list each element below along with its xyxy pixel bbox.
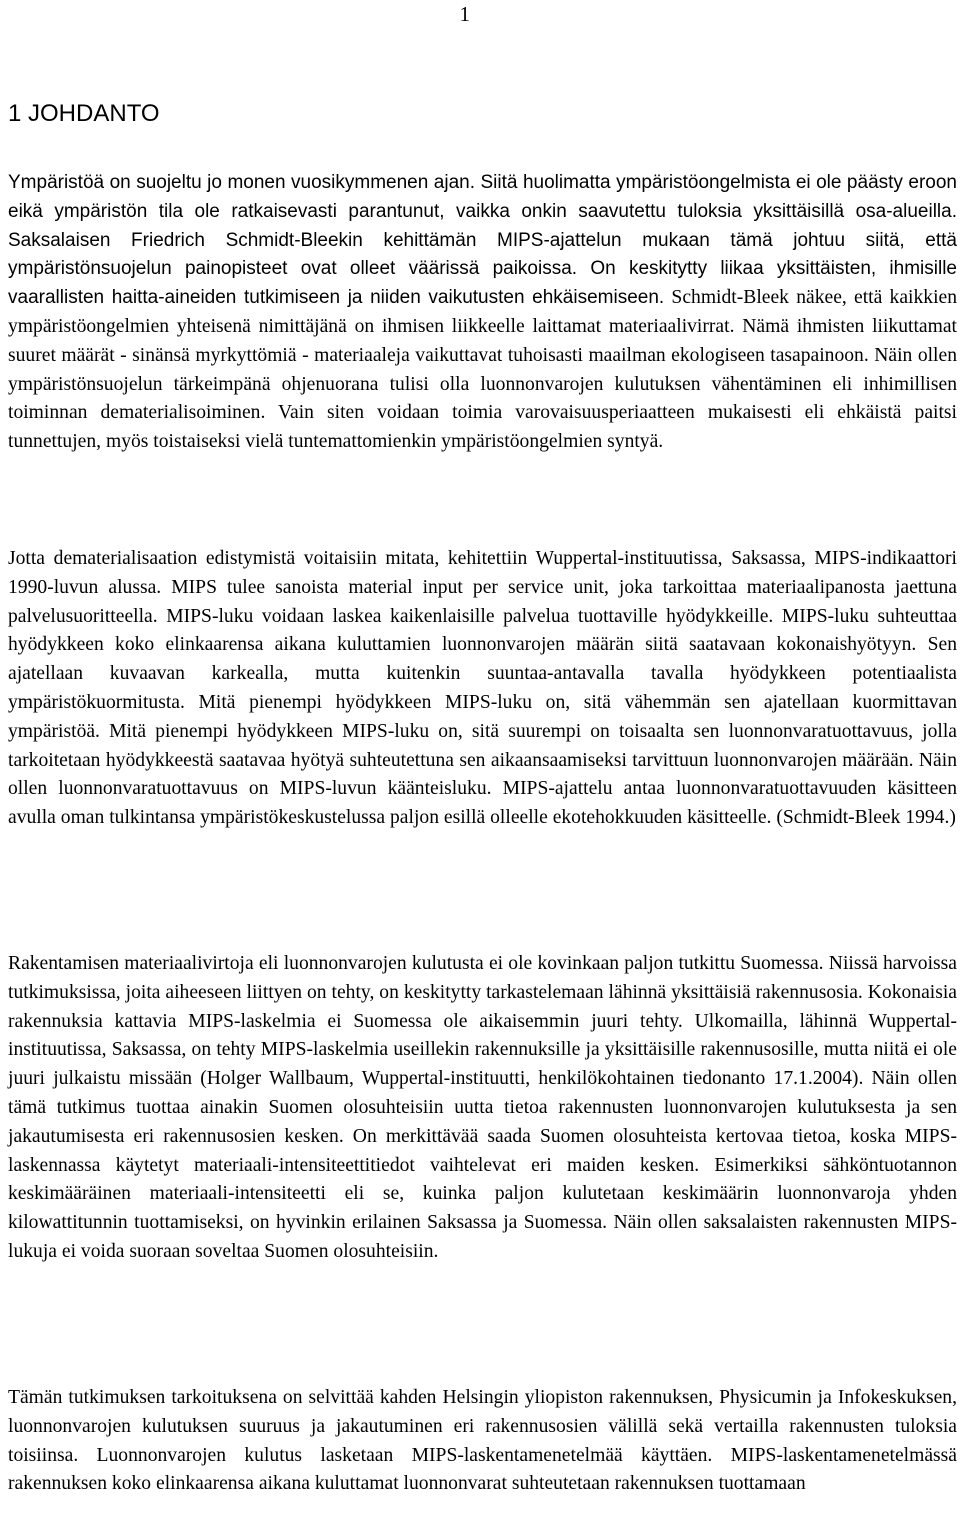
paragraph-1-part-serif: Schmidt-Bleek näkee, että kaikkien ympäristöongelmien yhteisenä nimittäjänä on ihmisen liikkeelle laittamat materiaalivirrat. Nämä ihmisten liikuttamat suuret määrät - sinänsä myrkyttömiä - materiaaleja vaikuttavat tuhoisasti maailman ekologiseen tasapainoon. Näin ollen ympäristönsuojelun tärkeimpänä ohjenuorana tulisi olla luonnonvarojen kulutuksen vähentäminen eli inhimillisen toiminnan dematerialisoiminen. Vain siten voidaan toimia varovaisuusperiaatteen mukaisesti eli ehkäistä paitsi tunnettujen, myös toistaiseksi vielä tuntemattomienkin ympäristöongelmien syntyä. — [8, 287, 958, 453]
section-heading: 1 JOHDANTO — [8, 100, 160, 127]
page-number: 1 — [459, 2, 470, 26]
paragraph-1-part-sans: Ympäristöä on suojeltu jo monen vuosikymmenen ajan. Siitä huolimatta ympäristöongelmista ei ole päästy eroon eikä ympäristön tila ole ratkaisevasti parantunut, vaikka onkin saavutettu tuloksia yksittäisillä osa-alueilla. Saksalaisen Friedrich Schmidt-Bleekin kehittämän MIPS-ajattelun mukaan tämä johtuu siitä, että ympäristönsuojelun painopisteet ovat olleet väärissä paikoissa. On keskitytty liikaa yksittäisten, ihmisille vaarallisten haitta-aineiden tutkimiseen ja niiden vaikutusten ehkäisemiseen. — [8, 172, 957, 309]
paragraph-2: Jotta dematerialisaation edistymistä voitaisiin mitata, kehitettiin Wuppertal-instituutissa, Saksassa, MIPS-indikaattori 1990-luvun alussa. MIPS tulee sanoista material input per service unit, joka tarkoittaa materiaalipanosta jaettuna palvelusuoritteella. MIPS-luku voidaan laskea kaikenlaisille palvelua tuottaville hyödykkeille. MIPS-luku suhteuttaa hyödykkeen koko elinkaarensa aikana kuluttamien luonnonvarojen määrän siitä saatavaan kokonaishyötyyn. Sen ajatellaan kuvaavan karkealla, mutta kuitenkin suuntaa-antavalla tavalla hyödykkeen potentiaalista ympäristökuormitusta. Mitä pienempi hyödykkeen MIPS-luku on, sitä vähemmän sen ajatellaan kuormittavan ympäristöä. Mitä pienempi hyödykkeen MIPS-luku on, sitä suurempi on toisaalta sen luonnonvaratuottavuus, jolla tarkoitetaan hyödykkeestä saatavaa hyötyä suhteutettuna sen aikaansaamiseksi tarvittuun luonnonvarojen määrään. Näin ollen luonnonvaratuottavuus on MIPS-luvun käänteisluku. MIPS-ajattelu antaa luonnonvaratuottavuuden käsitteen avulla oman tulkintansa ympäristökeskustelussa paljon esillä olleelle ekotehokkuuden käsitteelle. (Schmidt-Bleek 1994.) — [8, 548, 957, 829]
paragraph-4: Tämän tutkimuksen tarkoituksena on selvittää kahden Helsingin yliopiston rakennuksen, Physicumin ja Infokeskuksen, luonnonvarojen kulutuksen suuruus ja jakautuminen eri rakennusosien välillä sekä vertailla rakennusten tuloksia toisiinsa. Luonnonvarojen kulutus lasketaan MIPS-laskentamenetelmää käyttäen. MIPS-laskentamenetelmässä rakennuksen koko elinkaarensa aikana kuluttamat luonnonvarat suhteutetaan rakennuksen tuottamaan — [8, 1387, 957, 1495]
paragraph-3: Rakentamisen materiaalivirtoja eli luonnonvarojen kulutusta ei ole kovinkaan paljon tutkittu Suomessa. Niissä harvoissa tutkimuksissa, joita aiheeseen liittyen on tehty, on keskitytty tarkastelemaan lähinnä yksittäisiä rakennusosia. Kokonaisia rakennuksia kattavia MIPS-laskelmia ei Suomessa ole aikaisemmin juuri tehty. Ulkomailla, lähinnä Wuppertal-instituutissa, Saksassa, on tehty MIPS-laskelmia useillekin rakennuksille ja yksittäisille rakennusosille, mutta niitä ei ole juuri julkaistu missään (Holger Wallbaum, Wuppertal-instituutti, henkilökohtainen tiedonanto 17.1.2004). Näin ollen tämä tutkimus tuottaa ainakin Suomen olosuhteisiin uutta tietoa rakennusten luonnonvarojen kulutuksesta ja sen jakautumisesta eri rakennusosien kesken. On merkittävää saada Suomen olosuhteista kertovaa tietoa, koska MIPS-laskennassa käytetyt materiaali-intensiteettitiedot vaihtelevat eri maiden kesken. Esimerkiksi sähköntuotannon keskimääräinen materiaali-intensiteetti eli se, kuinka paljon kulutetaan keskimäärin luonnonvaroja yhden kilowattitunnin tuottamiseksi, on hyvinkin erilainen Saksassa ja Suomessa. Näin ollen saksalaisten rakennusten MIPS-lukuja ei voida suoraan soveltaa Suomen olosuhteisiin. — [8, 953, 957, 1262]
paragraph-1 — [8, 169, 957, 457]
